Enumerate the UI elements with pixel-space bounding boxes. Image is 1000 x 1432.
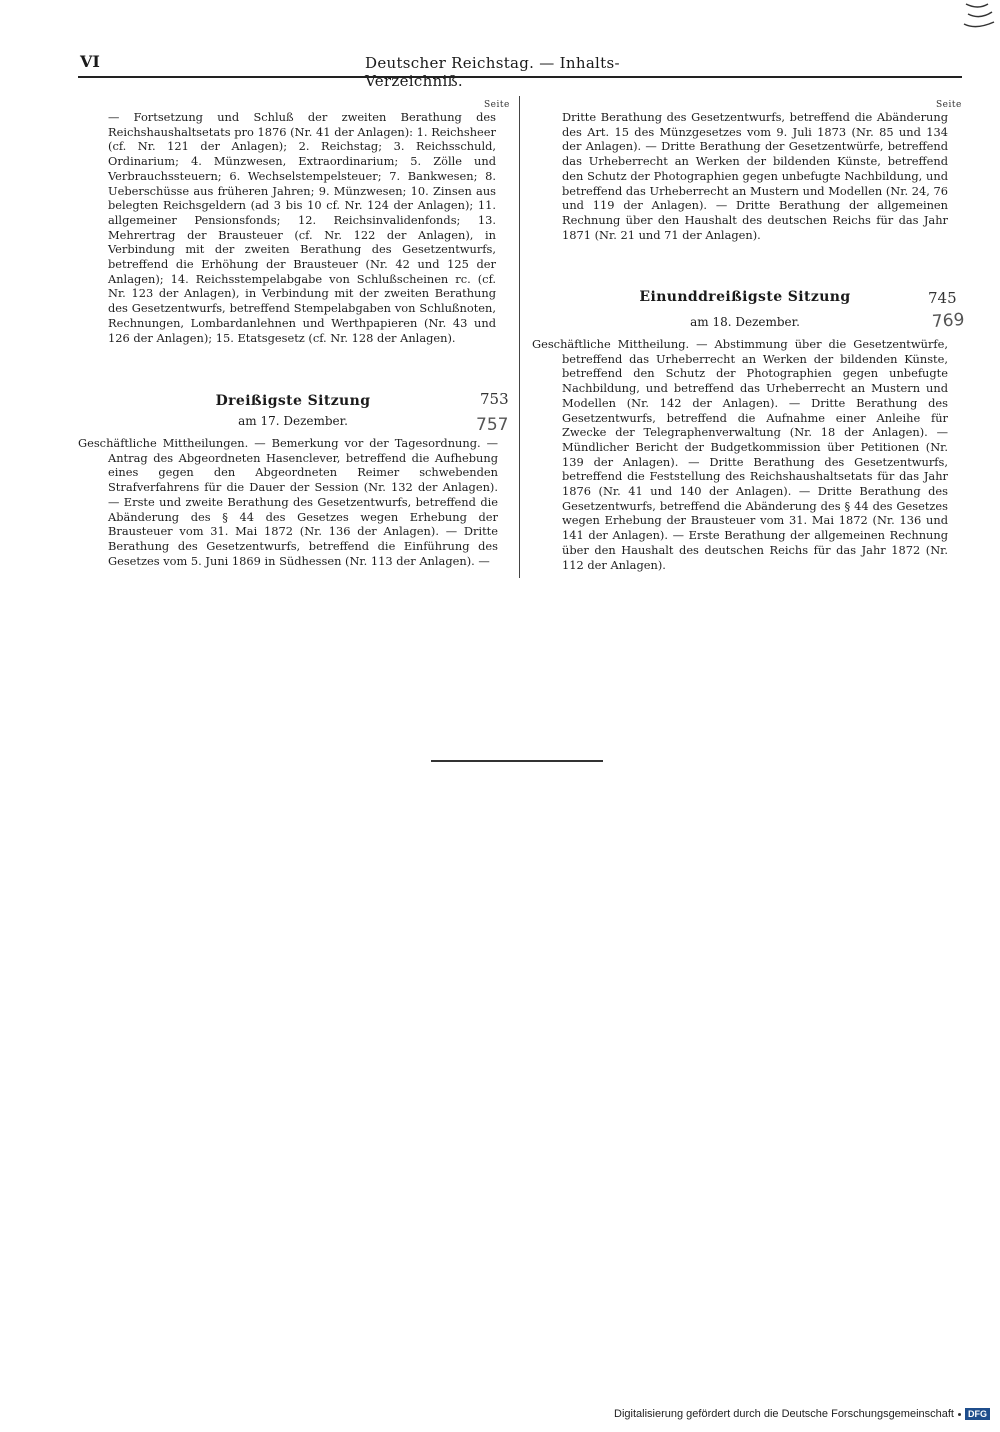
left-column-label: Seite (484, 100, 510, 110)
section-end-rule (431, 760, 603, 762)
session-31-handwritten-page: 769 (931, 309, 966, 333)
corner-scribble-icon (958, 0, 998, 40)
session-31-title: Einunddreißigste Sitzung (639, 289, 851, 305)
session-30-page-number: 753 (480, 390, 509, 408)
footer-credit (614, 1408, 990, 1420)
footer-credit-text: Digitalisierung gefördert durch die Deutsche Forschungsgemeinschaft (614, 1408, 954, 1420)
session-30-date: am 17. Dezember. (238, 414, 348, 428)
session-30-title: Dreißigste Sitzung (215, 393, 371, 409)
running-header: Deutscher Reichstag. — Inhalts-Verzeichniß. (365, 54, 620, 90)
session-30-text: Geschäftliche Mittheilungen. — Bemerkung vor der Tagesordnung. — Antrag des Abgeordneten Hasenclever, betreffend die Aufhebung eines gegen den Abgeordneten Reimer schwebenden Strafverfahrens für die Dauer der Session (Nr. 132 der Anlagen). — Erste und zweite Berathung des Gesetzentwurfs, betreffend die Abänderung des § 44 des Gesetzes wegen Erhebung der Brausteuer vom 31. Mai 1872 (Nr. 136 der Anlagen). — Dritte Berathung des Gesetzentwurfs, betreffend die Einführung des Gesetzes vom 5. Juni 1869 in Südhessen (Nr. 113 der Anlagen). — (78, 436, 498, 568)
page-number: VI (80, 52, 100, 71)
separator-dot-icon (958, 1413, 961, 1416)
header-rule (78, 76, 962, 78)
left-continuation-text: — Fortsetzung und Schluß der zweiten Berathung des Reichshaushaltsetats pro 1876 (Nr. 41 der Anlagen): 1. Reichsheer (cf. Nr. 121 der Anlagen); 2. Reichstag; 3. Reichsschuld, Ordinarium; 4. Münzwesen, Extraordinarium; 5. Zölle und Verbrauchssteuern; 6. Wechselstempelsteuer; 7. Bankwesen; 8. Ueberschüsse aus früheren Jahren; 9. Münzwesen; 10. Zinsen aus belegten Reichsgeldern (ad 3 bis 10 cf. Nr. 124 der Anlagen); 11. allgemeiner Pensionsfonds; 12. Reichsinvalidenfonds; 13. Mehrertrag der Brausteuer (cf. Nr. 122 der Anlagen), in Verbindung mit der zweiten Berathung des Gesetzentwurfs, betreffend die Erhöhung der Brausteuer (Nr. 42 und 125 der Anlagen); 14. Reichsstempelabgabe von Schlußscheinen rc. (cf. Nr. 123 der Anlagen), in Verbindung mit der zweiten Berathung des Gesetzentwurfs, betreffend Stempelabgaben von Schlußnoten, Rechnungen, Lombardanlehnen und Werthpapieren (Nr. 43 und 126 der Anlagen); 15. Etatsgesetz (cf. Nr. 128 der Anlagen). (108, 110, 496, 345)
right-column-label: Seite (936, 100, 962, 110)
column-divider (519, 96, 520, 578)
session-31-text: Geschäftliche Mittheilung. — Abstimmung über die Gesetzentwürfe, betreffend das Urheberrecht an Werken der bildenden Künste, betreffend den Schutz der Photographien gegen unbefugte Nachbildung, und betreffend das Urheberrecht an Mustern und Modellen (Nr. 142 der Anlagen). — Dritte Berathung des Gesetzentwurfs, betreffend die Aufnahme einer Anleihe für Zwecke der Telegraphenverwaltung (Nr. 18 der Anlagen). — Mündlicher Bericht der Budgetkommission über Petitionen (Nr. 139 der Anlagen). — Dritte Berathung des Gesetzentwurfs, betreffend die Feststellung des Reichshaushaltsetats für das Jahr 1876 (Nr. 41 und 140 der Anlagen). — Dritte Berathung des Gesetzentwurfs, betreffend die Abänderung des § 44 des Gesetzes wegen Erhebung der Brausteuer vom 31. Mai 1872 (Nr. 136 und 141 der Anlagen). — Erste Berathung der allgemeinen Rechnung über den Haushalt des deutschen Reichs für das Jahr 1872 (Nr. 112 der Anlagen). (532, 337, 948, 572)
session-30-handwritten-page: 757 (476, 415, 509, 435)
session-31-page-number: 745 (928, 289, 957, 307)
dfg-logo: DFG (965, 1408, 990, 1420)
right-continuation-text: Dritte Berathung des Gesetzentwurfs, betreffend die Abänderung des Art. 15 des Münzgesetzes vom 9. Juli 1873 (Nr. 85 und 134 der Anlagen). — Dritte Berathung der Gesetzentwürfe, betreffend das Urheberrecht an Werken der bildenden Künste, betreffend den Schutz der Photographien gegen unbefugte Nachbildung, und betreffend das Urheberrecht an Mustern und Modellen (Nr. 24, 76 und 119 der Anlagen). — Dritte Berathung der allgemeinen Rechnung über den Haushalt des deutschen Reichs für das Jahr 1871 (Nr. 21 und 71 der Anlagen). (562, 110, 948, 242)
session-31-date: am 18. Dezember. (690, 315, 800, 329)
